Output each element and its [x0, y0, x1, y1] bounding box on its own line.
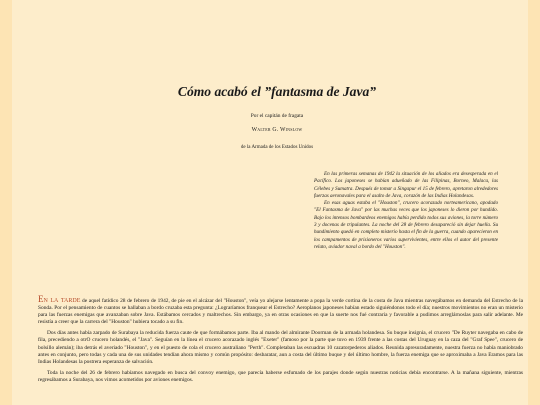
body-paragraph-1-text: de aquel fatídico 28 de febrero de 1942, de pie en el alcázar del "Houston", veía yo alejarse lentamente a popa la verde cortina de la costa de Java mientras navegábamos en demanda del Estrecho de la Sonda. Por el pensamiento de cuantos se hallaban a bordo cruzaba esta pregunta: ¿Lograríamos franquear el Estrecho? Aeroplanos japoneses habían estado siguiéndonos todo el día; nuestros movimientos no eran un misterio para las fuerzas enemigas que avanzaban sobre Java. Estábamos cercados y maltrechos. Sin embargo, ya en otras ocasiones en que la suerte nos fué contraria y favorable a pudimos arreglárnoslas para salir adelante. Me resistía a creer que la carrera del "Houston" hubiera tocado a su fin. [38, 298, 523, 326]
body-paragraph-1 [38, 296, 523, 326]
author-name: Walter G. Winslow [251, 127, 303, 133]
abstract-paragraph-2: En esas aguas estaba el "Houston", crucero acorazado norteamericano, apodado "El Fantasma de Java" por las muchas veces que los japoneses lo dieron por hundido. Bajo los intensos bombardeos enemigos había perdido todos sus aviones, la torre número 3 y docenas de tripulantes. La noche del 28 de febrero desapareció sin dejar huella. Su hundimiento quedó en completo misterio hasta el fin de la guerra, cuando aparecieron en los campamentos de prisioneros varios supervivientes, entre ellos el autor del presente relato, aviador naval a bordo del "Houston". [314, 200, 498, 250]
abstract [314, 171, 498, 251]
body-paragraph-2: Dos días antes había zarpado de Surabaya la reducida fuerza caute de que formábamos parte. Iba al mando del almirante Doorman de la armada holandesa. Su buque insignia, el crucero "De Ruyter navegaba en cabo de fila, precediendo a otrO crucero holandés, el "Java". Seguían en la línea el crucero acorazado inglés "Exeter" (famoso por la parte que tuvo en 1939 frente a las costas del Uruguay en la caza del "Graf Spee", crucero de bolsillo alemán); iba detrás el averiado "Houston", y en el puesto de cola el crucero australiano "Perth". Completaban las escuadras 10 cazatorpederos aliados. Reunida apresuradamente, nuestra fuerza no había maniobrado antes en conjunto, pero todas y cada una de sus unidades tendían ahora mismo y común propósito: desbaratar, aun a costa del último buque y del último hombre, la fuerza enemiga que se aproximaba a Java Eramos para las Indias Holandesas la postrera esperanza de salvación. [38, 330, 523, 365]
byline: Por el capitán de fragata [250, 113, 304, 119]
abstract-paragraph-1: En las primeras semanas de 1942 la situación de los aliados era desesperada en el Pacífico. Los japoneses se habían adueñado de las Filipinas, Borneo, Malaca, las Célebes y Sumatra. Después de tomar a Singapur el 15 de febrero, apretaron alrededores fuerzas aeronavales para el asalto de Java, corazón de las Indias Holandesas. [314, 171, 498, 199]
author-affiliation: de la Armada de los Estados Unidos [240, 145, 314, 150]
article-title: Cómo acabó el ”fantasma de Java” [177, 84, 377, 99]
document-page [12, 0, 528, 405]
body-paragraph-3: Toda la noche del 26 de febrero habíamos navegado en busca del convoy enemigo, que parecía haberse esfumado de los parajes donde según nuestras noticias debía encontrarse. A la mañana siguiente, mientras regresábamos a Surabaya, nos vimos acometidos por aviones enemigos. [38, 369, 523, 383]
drop-cap-lead: En la tarde [38, 294, 81, 304]
article-body [38, 296, 523, 388]
